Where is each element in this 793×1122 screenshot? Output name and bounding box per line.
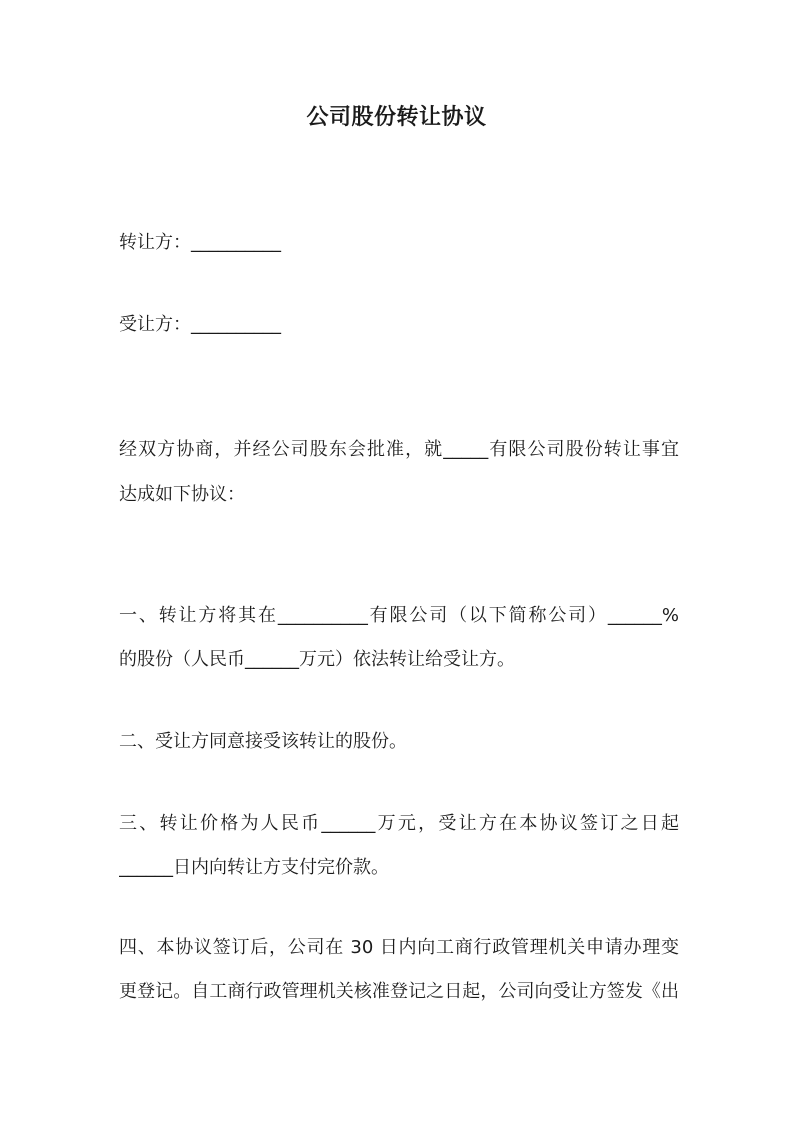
clause-2-line-1: 二、受让方同意接受该转让的股份。 — [119, 731, 407, 752]
clause-1-line-2: 的股份（人民币______万元）依法转让给受让方。 — [119, 649, 515, 670]
clause-3-line-1: 三、转让价格为人民币______万元，受让方在本协议签订之日起 — [119, 813, 679, 834]
transferor-line: 转让方：__________ — [119, 232, 281, 253]
clause-4-line-2: 更登记。自工商行政管理机关核准登记之日起，公司向受让方签发《出 — [119, 981, 679, 1002]
intro-paragraph-line-1: 经双方协商，并经公司股东会批准，就_____有限公司股份转让事宜 — [119, 439, 679, 460]
transferee-line: 受让方：__________ — [119, 314, 281, 335]
clause-4-line-1: 四、本协议签订后，公司在 30 日内向工商行政管理机关申请办理变 — [119, 937, 679, 958]
intro-paragraph-line-2: 达成如下协议： — [119, 484, 245, 505]
clause-1-line-1: 一、转让方将其在__________有限公司（以下简称公司）______% — [119, 605, 679, 626]
clause-3-line-2: ______日内向转让方支付完价款。 — [119, 857, 389, 878]
document-title: 公司股份转让协议 — [306, 105, 487, 130]
